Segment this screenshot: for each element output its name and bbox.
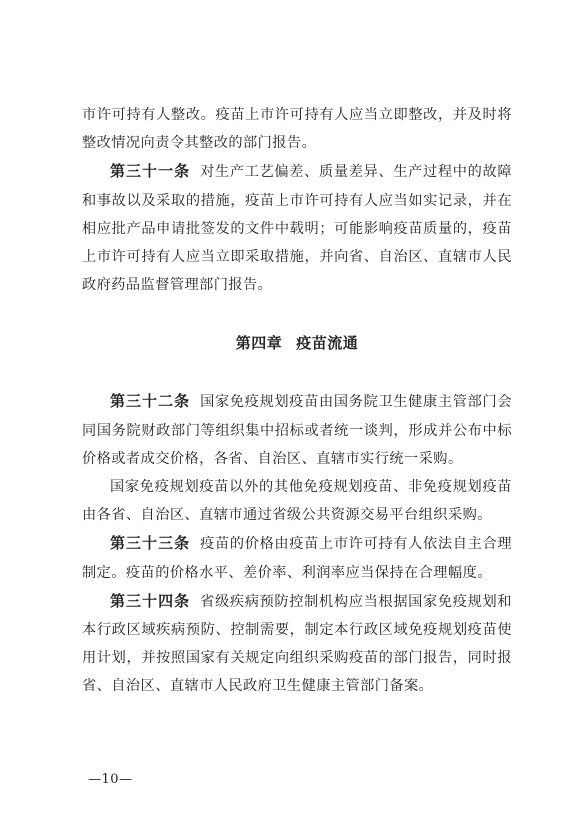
chapter-number: 第四章 bbox=[235, 334, 283, 353]
article-heading: 第三十二条 bbox=[110, 392, 191, 411]
article-text: 对生产工艺偏差、质量差异、生产过程中的故障和事故以及采取的措施，疫苗上市许可持有人应当如实记录，并在相应批产品申请批签发的文件中载明；可能影响疫苗质量的，疫苗上市许可持有人应当立即采取措施，并向省、自治区、直辖市人民政府药品监督管理部门报告。 bbox=[82, 164, 512, 294]
article-heading: 第三十四条 bbox=[110, 591, 191, 610]
paragraph-text: 市许可持有人整改。疫苗上市许可持有人应当立即整改，并及时将整改情况向责令其整改的部门报告。 bbox=[82, 107, 512, 152]
article-text: 省级疾病预防控制机构应当根据国家免疫规划和本行政区域疾病预防、控制需要，制定本行政区域免疫规划疫苗使用计划，并按照国家有关规定向组织采购疫苗的部门报告，同时报省、自治区、直辖市人民政府卫生健康主管部门备案。 bbox=[82, 593, 512, 695]
article-31 bbox=[82, 157, 512, 299]
article-34 bbox=[82, 587, 512, 701]
page-number: —10— bbox=[88, 772, 133, 787]
article-32 bbox=[82, 387, 512, 473]
article-heading: 第三十三条 bbox=[110, 534, 191, 553]
article-text: 国家免疫规划疫苗由国务院卫生健康主管部门会同国务院财政部门等组织集中招标或者统一谈判，形成并公布中标价格或者成交价格，各省、自治区、直辖市实行统一采购。 bbox=[82, 394, 512, 467]
article-32-paragraph-2 bbox=[82, 473, 512, 529]
chapter-title: 疫苗流通 bbox=[296, 334, 359, 353]
paragraph-text: 国家免疫规划疫苗以外的其他免疫规划疫苗、非免疫规划疫苗由各省、自治区、直辖市通过省级公共资源交易平台组织采购。 bbox=[82, 479, 512, 524]
article-heading: 第三十一条 bbox=[110, 162, 191, 181]
paragraph-continued bbox=[82, 101, 512, 157]
chapter-heading bbox=[82, 329, 512, 357]
article-text: 疫苗的价格由疫苗上市许可持有人依法自主合理制定。疫苗的价格水平、差价率、利润率应当保持在合理幅度。 bbox=[82, 536, 512, 581]
page-content bbox=[82, 101, 512, 701]
article-33 bbox=[82, 529, 512, 586]
